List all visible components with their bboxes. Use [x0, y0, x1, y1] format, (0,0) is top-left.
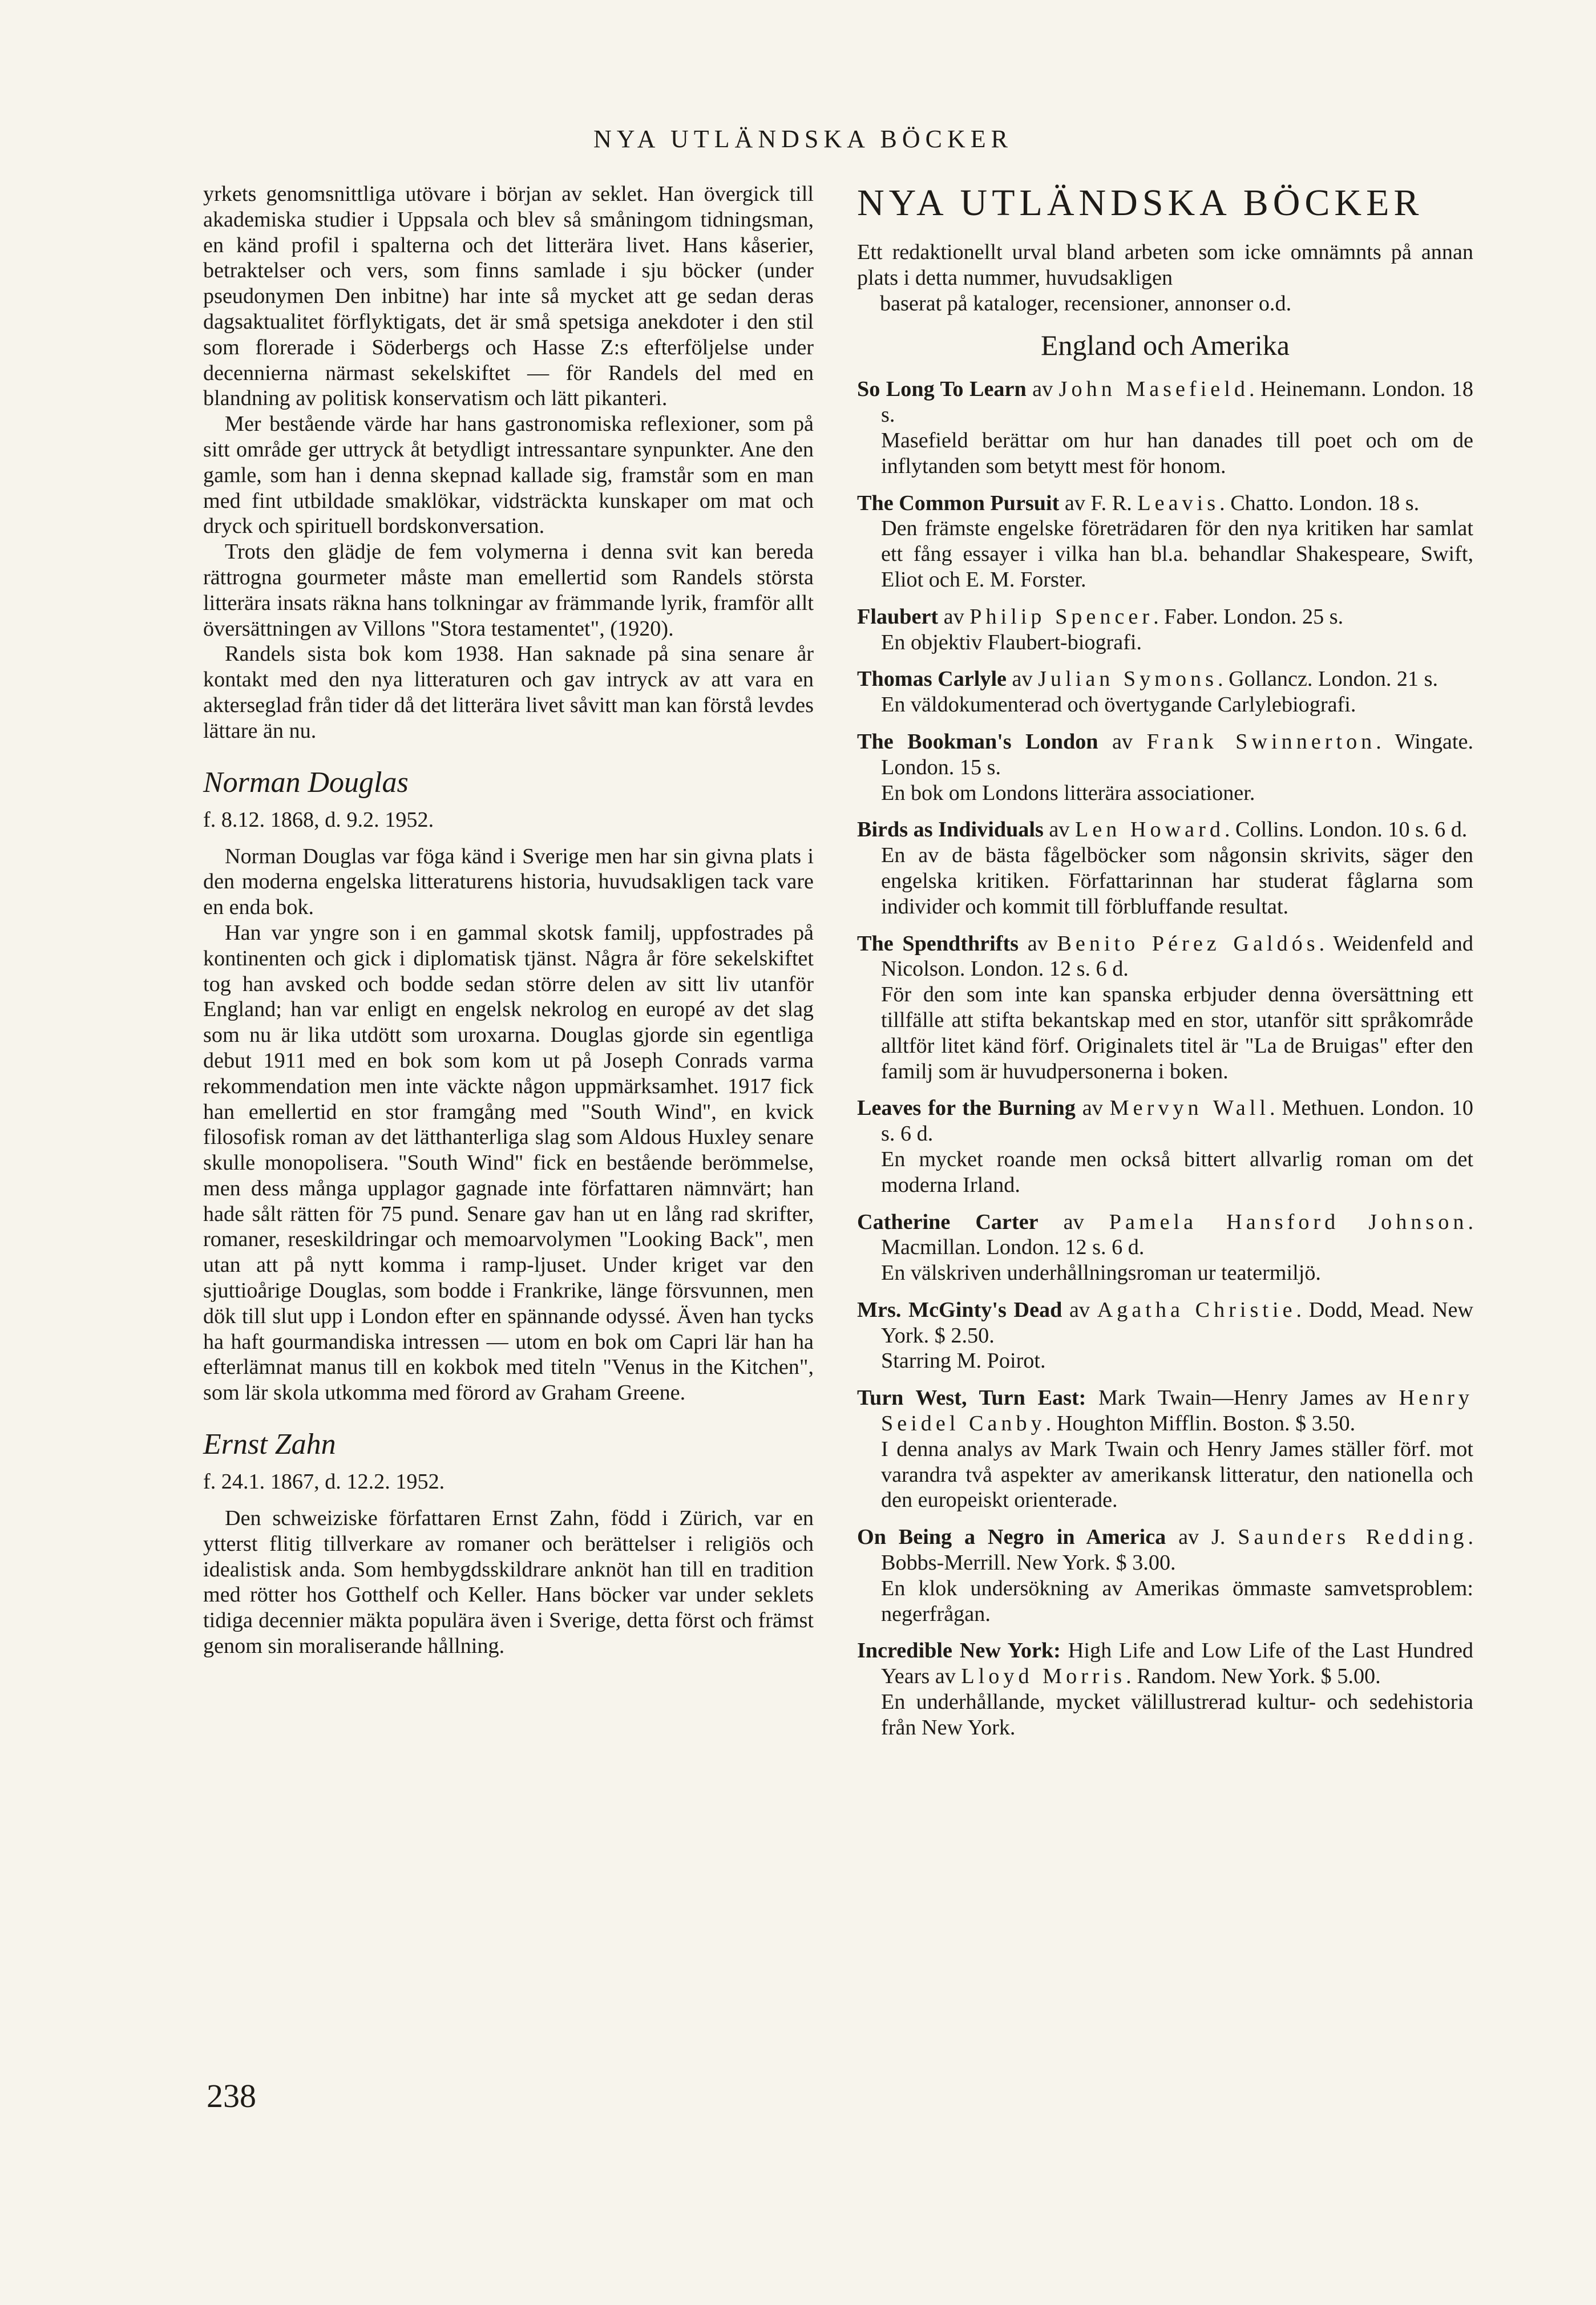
book-author: Benito Pérez Galdós	[1057, 931, 1319, 956]
book-description: En bok om Londons litterära associationer.	[881, 781, 1255, 805]
section-dates: f. 8.12. 1868, d. 9.2. 1952.	[203, 807, 434, 832]
book-publisher: . Chatto. London. 18 s.	[1219, 491, 1420, 515]
left-column	[203, 181, 814, 1659]
intro	[857, 240, 1473, 316]
right-column	[857, 181, 1473, 1752]
book-citation	[857, 1524, 1473, 1576]
book-author: Agatha Christie	[1097, 1297, 1296, 1322]
book-publisher: . Heinemann. London. 18 s.	[881, 377, 1473, 427]
book-byline: av	[1026, 377, 1059, 402]
book-entry	[857, 931, 1473, 1085]
book-citation	[857, 931, 1473, 982]
book-author: Lloyd Morris	[961, 1664, 1126, 1689]
section-heading: Norman Douglas	[203, 766, 409, 799]
book-entry	[857, 1210, 1473, 1286]
paragraph: Randels sista bok kom 1938. Han saknade på sina senare år kontakt med den nya litteraturen och gav intryck av att vara en akterseglad från tider då det litterära livet såvitt man kan förstå levdes lättare än nu.	[203, 642, 814, 743]
book-entry	[857, 666, 1473, 718]
book-publisher: . Weidenfeld and Nicolson. London. 12 s. 6 d.	[881, 931, 1473, 981]
paragraph: Norman Douglas var föga känd i Sverige men har sin givna plats i den moderna engelska litteraturens historia, huvudsakligen tack vare en enda bok.	[203, 844, 814, 920]
paragraph: Trots den glädje de fem volymerna i denna svit kan bereda rättrogna gourmeter måste man emellertid som Randels största litterära insats räkna hans tolkningar av främmande lyrik, framför allt översättningen av Villons "Stora testamentet", (1920).	[203, 540, 814, 641]
book-title: So Long To Learn	[857, 377, 1027, 402]
book-citation	[857, 491, 1473, 516]
book-entry	[857, 1095, 1473, 1198]
book-byline: High Life and Low Life of the Last Hundred Years av	[881, 1639, 1473, 1689]
book-title: The Spendthrifts	[857, 931, 1019, 956]
paragraph: Mer bestående värde har hans gastronomiska reflexioner, som på sitt område ger uttryck åt betydligt intressantare synpunkter. Ane den gamle, som han i denna skepnad kallade sig, framstår som en man med fint utbildade smaklökar, vidsträckta kunskaper om mat och dryck och spirituell bordskonversation.	[203, 412, 814, 539]
book-list	[857, 377, 1473, 1740]
book-byline: av	[1062, 1297, 1097, 1322]
book-entry	[857, 1638, 1473, 1740]
intro-line: baserat på kataloger, recensioner, annonser o.d.	[880, 291, 1292, 316]
book-publisher: . Faber. London. 25 s.	[1153, 604, 1344, 629]
book-entry	[857, 1524, 1473, 1627]
book-citation	[857, 1297, 1473, 1349]
book-byline: av	[1075, 1096, 1110, 1121]
book-title: On Being a Negro in America	[857, 1525, 1166, 1550]
intro-line: Ett redaktionellt urval bland arbeten som icke omnämnts på annan plats i detta nummer, huvudsakligen	[857, 240, 1473, 290]
book-author: Len Howard	[1075, 818, 1225, 842]
book-description: En av de bästa fågelböcker som någonsin skrivits, säger den engelska kritiken. Författarinnan har studerat fåglarna som individer och kommit till förbluffande resultat.	[881, 843, 1473, 919]
section-norman-douglas	[203, 766, 814, 1406]
page-number: 238	[207, 2077, 256, 2114]
book-title: Incredible New York:	[857, 1639, 1061, 1663]
book-author: Leavis	[1137, 491, 1220, 515]
book-description: Masefield berättar om hur han danades till poet och om de inflytanden som betytt mest för honom.	[881, 428, 1473, 478]
book-citation	[857, 729, 1473, 781]
book-author: Frank Swinnerton	[1146, 729, 1376, 754]
book-description: För den som inte kan spanska erbjuder denna översättning ett tillfälle att stifta bekantskap med en stor, utanför sitt språkområde alltför litet känd förf. Originalets titel är "La de Bruigas" efter den familj som är huvudpersonerna i boken.	[881, 982, 1473, 1083]
book-publisher: . Methuen. London. 10 s. 6 d.	[881, 1096, 1474, 1146]
book-author: Julian Symons	[1038, 667, 1218, 691]
book-author: Henry Seidel Canby	[881, 1386, 1473, 1436]
book-publisher: . Houghton Mifflin. Boston. $ 3.50.	[1045, 1412, 1356, 1436]
book-byline: av	[1043, 818, 1076, 842]
book-publisher: . Gollancz. London. 21 s.	[1218, 667, 1439, 691]
book-author: John Masefield	[1058, 377, 1249, 402]
book-publisher: . Random. New York. $ 5.00.	[1126, 1664, 1381, 1689]
book-description: Starring M. Poirot.	[881, 1349, 1046, 1373]
section-heading: Ernst Zahn	[203, 1428, 336, 1461]
book-citation	[857, 666, 1473, 692]
book-description: En objektiv Flaubert-biografi.	[881, 630, 1142, 654]
paragraph: Den schweiziske författaren Ernst Zahn, född i Zürich, var en ytterst flitig tillverkare av romaner och berättelser i religiös och idealistisk anda. Som hembygdsskildrare anknöt han till en tradition med rötter hos Gotthelf och Keller. Hans böcker var under seklets tidiga decennier mäkta populära även i Sverige, detta först och främst genom sin moraliserande hållning.	[203, 1506, 814, 1659]
book-description: Den främste engelske företrädaren för den nya kritiken har samlat ett fång essayer i vilka han bl.a. behandlar Shakespeare, Swift, Eliot och E. M. Forster.	[881, 516, 1473, 592]
book-title: Leaves for the Burning	[857, 1096, 1076, 1121]
book-byline: av F. R.	[1059, 491, 1138, 515]
book-citation	[857, 1638, 1473, 1689]
book-title: Turn West, Turn East:	[857, 1386, 1086, 1410]
section-dates: f. 24.1. 1867, d. 12.2. 1952.	[203, 1470, 445, 1494]
book-byline: av J.	[1166, 1525, 1238, 1550]
book-publisher: . Bobbs-Merrill. New York. $ 3.00.	[881, 1525, 1474, 1575]
book-citation	[857, 1095, 1473, 1147]
book-citation	[857, 1210, 1473, 1261]
book-publisher: . Dodd, Mead. New York. $ 2.50.	[881, 1297, 1473, 1348]
section-ernst-zahn	[203, 1428, 814, 1659]
book-publisher: . Macmillan. London. 12 s. 6 d.	[881, 1210, 1473, 1260]
book-citation	[857, 604, 1473, 630]
book-author: Saunders Redding	[1238, 1525, 1468, 1550]
book-entry	[857, 817, 1473, 919]
book-byline: av	[938, 604, 970, 629]
book-author: Philip Spencer	[969, 604, 1154, 629]
book-title: Mrs. McGinty's Dead	[857, 1297, 1062, 1322]
book-title: Thomas Carlyle	[857, 667, 1007, 691]
column-title: NYA UTLÄNDSKA BÖCKER	[857, 182, 1424, 224]
book-title: The Common Pursuit	[857, 491, 1060, 515]
book-citation	[857, 377, 1473, 428]
book-citation	[857, 817, 1473, 843]
book-description: En välskriven underhållningsroman ur teatermiljö.	[881, 1261, 1321, 1285]
book-description: En mycket roande men också bittert allvarlig roman om det moderna Irland.	[881, 1147, 1473, 1197]
book-publisher: . Collins. London. 10 s. 6 d.	[1224, 818, 1468, 842]
book-entry	[857, 491, 1473, 593]
book-description: En klok undersökning av Amerikas ömmaste samvetsproblem: negerfrågan.	[881, 1576, 1473, 1626]
book-title: Birds as Individuals	[857, 818, 1044, 842]
book-citation	[857, 1385, 1473, 1437]
book-entry	[857, 1385, 1473, 1513]
book-entry	[857, 604, 1473, 656]
book-entry	[857, 729, 1473, 806]
book-byline: av	[1019, 931, 1057, 956]
book-title: Catherine Carter	[857, 1210, 1039, 1234]
paragraph: yrkets genomsnittliga utövare i början av seklet. Han övergick till akademiska studier i Uppsala och blev så småningom tidningsman, en känd profil i spalterna och det litterära livet. Hans kåserier, betraktelser och vers, som finns samlade i sju böcker (under pseudonymen Den inbitne) har inte så mycket att ge sedan deras dagsaktualitet förflyktigats, det är små spetsiga anekdoter i den stil som florerade i Söderbergs och Hasse Z:s efterföljelse under decennierna närmast sekelskiftet — för Randels del med en blandning av politisk konservatism och lätt pikanteri.	[203, 182, 814, 411]
book-byline: av	[1007, 667, 1039, 691]
book-title: The Bookman's London	[857, 729, 1098, 754]
book-entry	[857, 1297, 1473, 1374]
paragraph: Han var yngre son i en gammal skotsk familj, uppfostrades på kontinenten och gick i diplomatisk tjänst. Några år före sekelskiftet tog han avsked och bodde sedan större delen av sitt liv utanför England; han var enligt en engelsk nekrolog en europé av det slag som nu är lika utdött som uroxarna. Douglas gjorde sin egentliga debut 1911 med en bok som kom ut på Joseph Conrads varma rekommendation men inte väckte någon uppmärksamhet. 1917 fick han emellertid en stor framgång med "South Wind", en kvick filosofisk roman av det lätthanterliga slag som Aldous Huxley senare skulle monopolisera. "South Wind" fick en bestående berömmelse, men dess många upplagor gagnade inte författaren nämnvärt; han hade sålt rätten för 75 pund. Senare gav han ut en lång rad skrifter, romaner, reseskildringar och memoarvolymen "Looking Back", men utan att på nytt komma i ramp-ljuset. Under kriget var den sjuttioårige Douglas, som bodde i Frankrike, länge försvunnen, men dök till slut upp i London efter en spännande odyssé. Även han tycks ha haft gourmandiska intressen — utom en bok om Capri lär han ha efterlämnat manus till en kokbok med titeln "Venus in the Kitchen", som lär skola utkomma med förord av Graham Greene.	[203, 920, 814, 1405]
subheading: England och Amerika	[1041, 329, 1290, 362]
running-head: NYA UTLÄNDSKA BÖCKER	[593, 125, 1013, 153]
book-description: En underhållande, mycket välillustrerad kultur- och sedehistoria från New York.	[881, 1690, 1473, 1740]
book-title: Flaubert	[857, 604, 939, 629]
book-byline: av	[1098, 729, 1147, 754]
book-entry	[857, 377, 1473, 479]
book-byline: Mark Twain—Henry James av	[1086, 1386, 1399, 1410]
book-author: Pamela Hansford Johnson	[1109, 1210, 1468, 1234]
book-byline: av	[1038, 1210, 1109, 1234]
book-description: I denna analys av Mark Twain och Henry James ställer förf. mot varandra två aspekter av amerikansk litteratur, den nationella och den europeiskt orienterade.	[881, 1437, 1473, 1513]
book-description: En väldokumenterad och övertygande Carlylebiografi.	[881, 693, 1356, 717]
book-author: Mervyn Wall	[1109, 1096, 1270, 1121]
book-publisher: . Wingate. London. 15 s.	[881, 729, 1473, 779]
